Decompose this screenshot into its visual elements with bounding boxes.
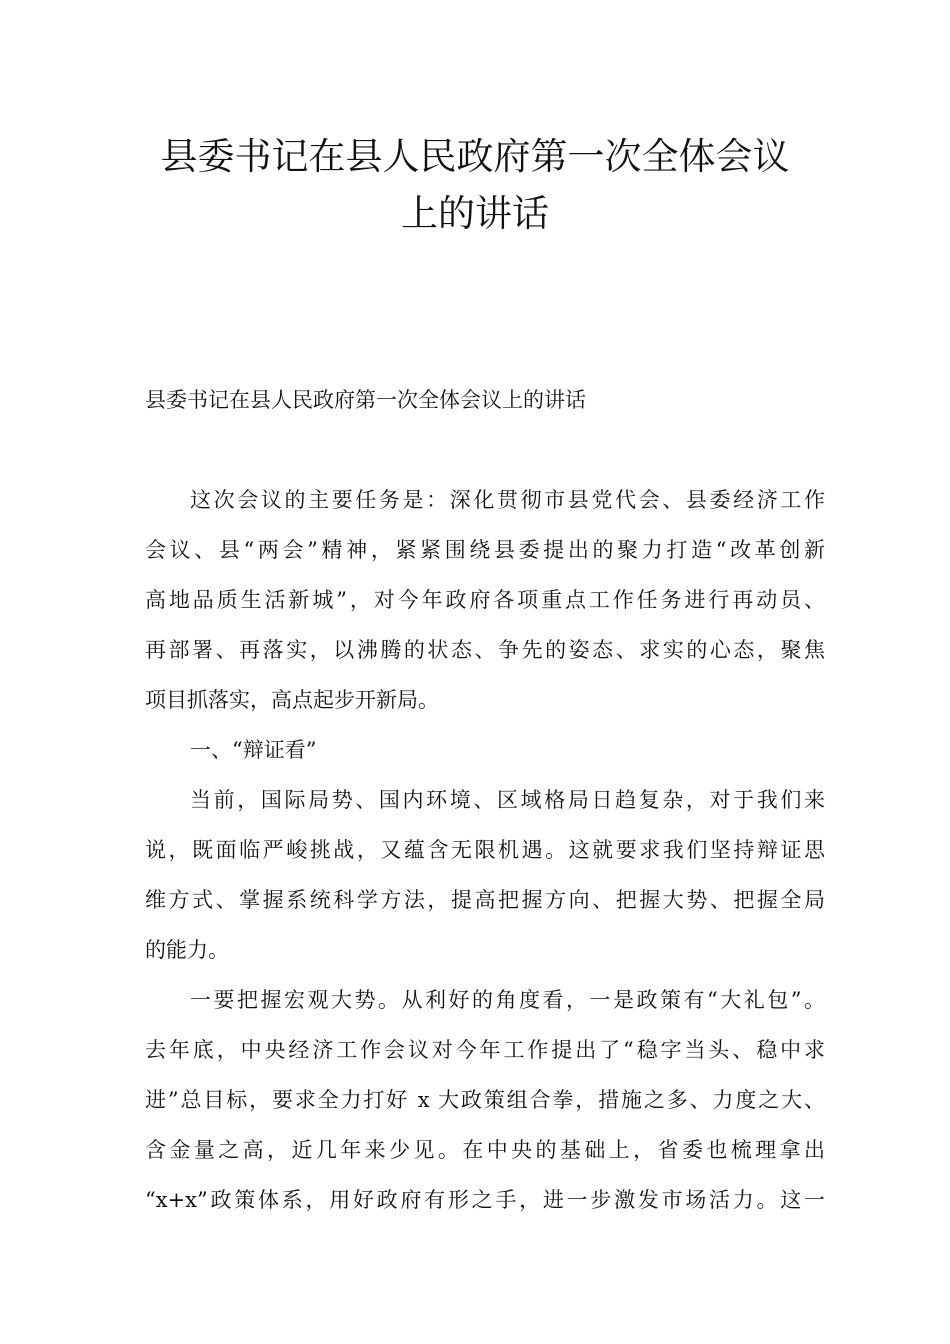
- body-line: 当前，国际局势、国内环境、区域格局日趋复杂，对于我们来: [190, 788, 825, 812]
- document-subtitle: 县委书记在县人民政府第一次全体会议上的讲话: [145, 388, 586, 412]
- section-heading: 一、“辩证看”: [190, 738, 317, 762]
- body-line: 这次会议的主要任务是：深化贯彻市县党代会、县委经济工作: [190, 488, 825, 512]
- body-line: 会议、县“两会”精神，紧紧围绕县委提出的聚力打造“改革创新: [145, 538, 825, 562]
- body-line: 进”总目标，要求全力打好 x 大政策组合拳，措施之多、力度之大、: [145, 1088, 825, 1112]
- document-title: [0, 128, 950, 242]
- body-line: 再部署、再落实，以沸腾的状态、争先的姿态、求实的心态，聚焦: [145, 638, 825, 662]
- body-line: 维方式、掌握系统科学方法，提高把握方向、把握大势、把握全局: [145, 888, 825, 912]
- body-line: 说，既面临严峻挑战，又蕴含无限机遇。这就要求我们坚持辩证思: [145, 838, 825, 862]
- title-line-1: 县委书记在县人民政府第一次全体会议: [160, 135, 790, 178]
- title-line-2: 上的讲话: [401, 192, 549, 235]
- body-line: 去年底，中央经济工作会议对今年工作提出了“稳字当头、稳中求: [145, 1038, 825, 1062]
- body-line: 含金量之高，近几年来少见。在中央的基础上，省委也梳理拿出: [145, 1138, 825, 1162]
- body-line: 的能力。: [145, 938, 229, 962]
- body-line: 项目抓落实，高点起步开新局。: [145, 688, 439, 712]
- body-line: 高地品质生活新城”，对今年政府各项重点工作任务进行再动员、: [145, 588, 825, 612]
- body-line: 一要把握宏观大势。从利好的角度看，一是政策有“大礼包”。: [190, 988, 825, 1012]
- body-line: “x+x”政策体系，用好政府有形之手，进一步激发市场活力。这一: [145, 1188, 825, 1212]
